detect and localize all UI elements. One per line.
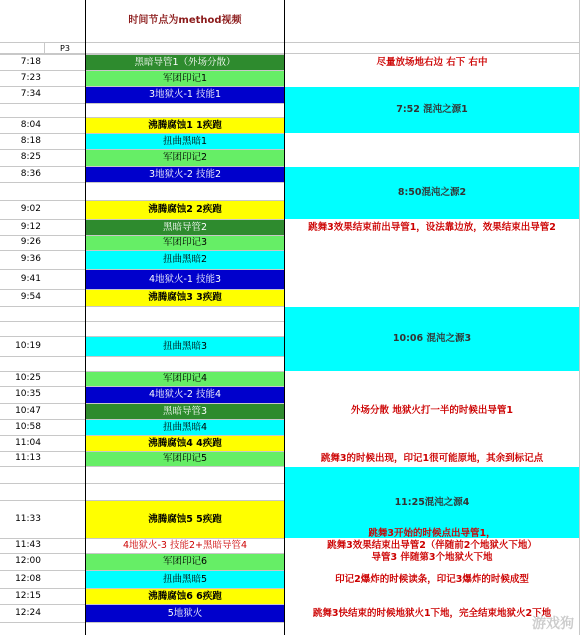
row-time: 12:00 [15,556,41,567]
note-cell: 跳舞3的时候出现，印记1很可能原地，其余到标记点 [285,452,579,466]
row-time: 10:19 [15,340,41,351]
row-action: 军团印记2 [86,150,284,166]
row-time: 10:25 [15,373,41,384]
row-time: 12:24 [15,607,41,618]
grid-line [0,42,580,43]
row-time: 8:18 [20,135,41,146]
row-action: 军团印记3 [86,236,284,250]
row-action: 黑暗导管1（外场分散） [86,55,284,70]
row-action: 4地狱火-1 技能3 [86,270,284,289]
note-cell: 外场分散 地狱火打一半的时候出导管1 [285,387,579,435]
row-time: 9:36 [20,254,41,265]
row-time [0,183,44,200]
row-time: 8:25 [20,152,41,163]
row-action [86,484,284,500]
row-time: 11:43 [15,540,41,551]
note-cell: 尽量放场地右边 右下 右中 [285,55,579,70]
row-time: 12:08 [15,573,41,584]
row-action: 沸腾腐蚀4 4疾跑 [86,436,284,451]
row-time: 11:33 [15,513,41,524]
row-action: 沸腾腐蚀1 1疾跑 [86,118,284,133]
row-action: 军团印记6 [86,554,284,570]
row-time: 12:15 [15,590,41,601]
row-action: 黑暗导管3 [86,404,284,419]
note-cell: 跳舞3快结束的时候地狱火1下地，完全结束地狱火2下地 [285,605,579,622]
note-cell: 印记2爆炸的时候读条，印记3爆炸的时候成型 [285,571,579,588]
row-action: 沸腾腐蚀6 6疾跑 [86,589,284,604]
row-time [0,357,44,371]
row-time: 11:13 [15,453,41,464]
row-action [86,104,284,117]
grid-line [0,622,284,623]
note-cell: 7:52 混沌之源1 [285,87,579,133]
row-time: 10:35 [15,389,41,400]
row-action: 军团印记5 [86,452,284,466]
row-time: 8:04 [20,119,41,130]
row-action: 沸腾腐蚀5 5疾跑 [86,501,284,538]
row-action: 扭曲黑暗2 [86,251,284,269]
row-action: 沸腾腐蚀2 2疾跑 [86,201,284,219]
row-action: 扭曲黑暗3 [86,337,284,356]
row-time: 9:41 [20,273,41,284]
row-action [86,357,284,371]
note-cell: 跳舞3效果结束出导管2（伴随前2个地狱火下地） 导管3 伴随第3个地狱火下地 [285,539,579,553]
row-time [0,484,44,500]
note-cell: 跳舞3效果结束前出导管1，设法靠边放，效果结束出导管2 [285,220,579,235]
row-time: 10:58 [15,421,41,432]
row-time: 7:18 [20,56,41,67]
note-cell: 10:06 混沌之源3 [285,307,579,371]
row-time: 10:47 [15,405,41,416]
row-action [86,322,284,336]
row-action [86,307,284,321]
row-time: 9:54 [20,292,41,303]
row-action: 沸腾腐蚀3 3疾跑 [86,290,284,306]
row-time [0,104,44,117]
note-cell: 11:25混沌之源4 [285,467,579,538]
row-time: 9:26 [20,237,41,248]
row-time: 9:12 [20,221,41,232]
row-action: 黑暗导管2 [86,220,284,235]
row-time [0,467,44,483]
sheet-title: 时间节点为method视频 [86,0,284,42]
row-time: 9:02 [20,204,41,215]
watermark-logo: 游戏狗 [532,616,574,632]
row-action: 军团印记4 [86,372,284,386]
row-time: 11:04 [15,437,41,448]
row-action: 3地狱火-2 技能2 [86,167,284,182]
row-action [86,467,284,483]
row-action: 3地狱火-1 技能1 [86,87,284,103]
row-time: 7:23 [20,72,41,83]
row-time: 8:36 [20,168,41,179]
row-action: 扭曲黑暗4 [86,420,284,435]
row-action: 扭曲黑暗5 [86,571,284,588]
row-action: 4地狱火-2 技能4 [86,387,284,403]
note-cell: 8:50混沌之源2 [285,167,579,219]
grid-line [44,42,45,54]
row-action: 军团印记1 [86,71,284,86]
sheet-subheader: P3 [44,43,86,54]
row-action [86,183,284,200]
row-action: 扭曲黑暗1 [86,134,284,149]
row-time: 7:34 [20,89,41,100]
row-action: 5地狱火 [86,605,284,622]
row-time [0,322,44,336]
row-action: 4地狱火-3 技能2+黑暗导管4 [86,539,284,553]
row-time [0,307,44,321]
